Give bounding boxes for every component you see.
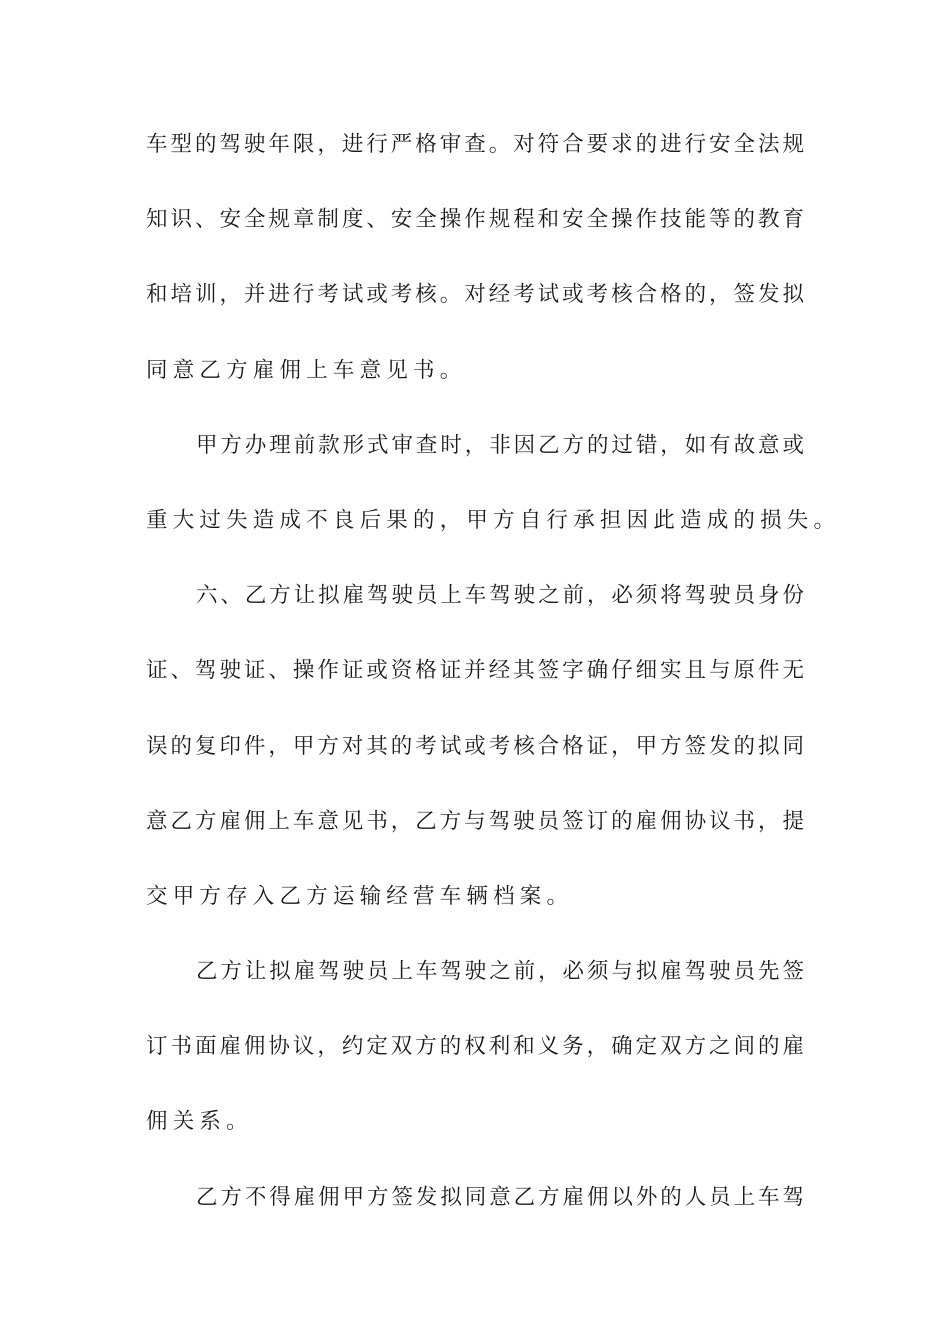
text-line: 知识、安全规章制度、安全操作规程和安全操作技能等的教育 (146, 207, 804, 233)
text-line: 同意乙方雇佣上车意见书。 (146, 357, 467, 383)
text-line: 意乙方雇佣上车意见书，乙方与驾驶员签订的雇佣协议书，提 (146, 808, 804, 834)
text-line: 和培训，并进行考试或考核。对经考试或考核合格的，签发拟 (146, 282, 804, 308)
text-line: 重大过失造成不良后果的，甲方自行承担因此造成的损失。 (146, 507, 841, 533)
text-line: 佣关系。 (146, 1109, 253, 1135)
text-line: 甲方办理前款形式审查时，非因乙方的过错，如有故意或 (196, 432, 804, 458)
text-line: 六、乙方让拟雇驾驶员上车驾驶之前，必须将驾驶员身份 (196, 583, 804, 609)
text-line: 交甲方存入乙方运输经营车辆档案。 (146, 883, 574, 909)
text-line: 车型的驾驶年限，进行严格审查。对符合要求的进行安全法规 (146, 132, 804, 157)
text-line: 证、驾驶证、操作证或资格证并经其签字确仔细实且与原件无 (146, 658, 804, 684)
text-line: 误的复印件，甲方对其的考试或考核合格证，甲方签发的拟同 (146, 733, 804, 759)
text-line: 乙方不得雇佣甲方签发拟同意乙方雇佣以外的人员上车驾 (196, 1184, 804, 1210)
document-body (146, 128, 841, 1256)
text-line: 乙方让拟雇驾驶员上车驾驶之前，必须与拟雇驾驶员先签 (196, 959, 804, 985)
text-line: 订书面雇佣协议，约定双方的权利和义务，确定双方之间的雇 (146, 1034, 804, 1060)
